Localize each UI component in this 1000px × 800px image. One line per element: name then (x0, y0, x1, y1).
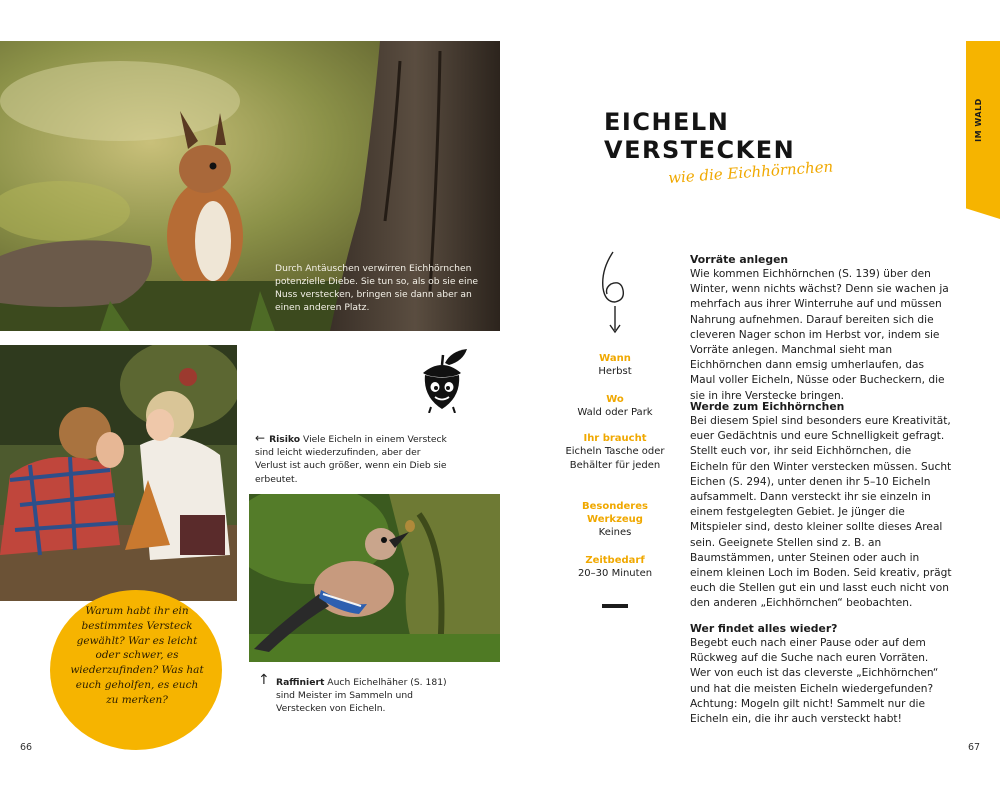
fact-wo-label: Wo (606, 394, 624, 405)
jay-photo (249, 494, 500, 662)
risk-note (255, 432, 450, 486)
page-number-right: 67 (968, 742, 981, 753)
arrow-left-icon: ← (255, 431, 266, 445)
fact-zeit (560, 554, 670, 581)
jay-note (258, 672, 458, 716)
section-text: Begebt euch nach einer Pause oder auf dem Rückweg auf die Suche nach euren Vorräten. Wer von euch ist das cleverste „Eichhörnchen“ und hat die meisten Eicheln wiedergefunden? Achtung: Mogeln gilt nicht! Sammelt nur die Eicheln ein, die ihr auch versteckt habt! (690, 637, 939, 726)
fact-braucht-value: Eicheln Tasche oder Behälter für jeden (565, 446, 665, 471)
fact-braucht (560, 432, 670, 472)
arrow-up-icon: ↑ (258, 672, 270, 688)
fact-zeit-value: 20–30 Minuten (577, 568, 653, 579)
fact-werkzeug-value: Keines (598, 527, 632, 538)
section-text: Wie kommen Eichhörnchen (S. 139) über den Winter, wenn nichts wächst? Denn sie wachen ja mehrfach aus ihrer Winterruhe auf und müssen Nahrung aufnehmen. Darauf bereiten sich die cleveren Nager schon im Herbst vor, indem sie Vorräte anlegen. Manchmal sieht man Eichhörnchen dann emsig umherlaufen, das Maul voller Eicheln, Nüsse oder Bucheckern, die sie in ihre Verstecke bringen. (690, 268, 949, 402)
squirrel-photo-caption: Durch Antäuschen verwirren Eichhörnchen potenzielle Diebe. Sie tun so, als ob sie eine Nuss verstecken, bringen sie dann aber an einen anderen Platz. (275, 263, 479, 313)
section-heading: Wer findet alles wieder? (690, 622, 838, 635)
page-subtitle: wie die Eichhörnchen (667, 157, 834, 187)
fact-wo (560, 393, 670, 420)
children-photo (0, 345, 237, 601)
section-vorraete (690, 252, 952, 404)
jay-note-label: Raffiniert (276, 677, 325, 688)
acorn-icon (415, 347, 469, 413)
section-heading: Vorräte anlegen (690, 253, 789, 266)
divider-dash (602, 604, 628, 608)
fact-zeit-label: Zeitbedarf (585, 555, 645, 566)
section-wer-findet (690, 621, 952, 727)
page-number-left: 66 (20, 742, 33, 753)
page-title: EICHELN VERSTECKEN (604, 108, 796, 164)
side-tab-label: IM WALD (974, 98, 983, 142)
six-doodle-icon (597, 250, 631, 336)
risk-note-label: Risiko (269, 434, 301, 445)
section-werde-zum-eichhoernchen (690, 399, 952, 612)
jay-note-text: Auch Eichelhäher (S. 181) sind Meister im Sammeln und Verstecken von Eicheln. (276, 677, 447, 715)
fact-wann (560, 352, 670, 379)
risk-note-text: Viele Eicheln in einem Versteck sind leicht wiederzufinden, aber der Verlust ist auch größer, wenn ein Dieb sie erbeutet. (255, 434, 447, 485)
fact-wo-value: Wald oder Park (577, 407, 653, 418)
fact-braucht-label: Ihr braucht (583, 433, 647, 444)
fact-wann-label: Wann (599, 353, 631, 364)
fact-werkzeug-label: Besonderes Werkzeug (582, 501, 648, 525)
fact-wann-value: Herbst (598, 366, 632, 377)
fact-werkzeug (560, 500, 670, 540)
section-heading: Werde zum Eichhörnchen (690, 400, 845, 413)
question-text: Warum habt ihr ein bestimmtes Versteck gewählt? War es leicht oder schwer, es wiederzufinden? Was hat euch geholfen, es euch zu merken? (70, 605, 204, 706)
section-text: Bei diesem Spiel sind besonders eure Kreativität, euer Gedächtnis und eure Schnelligkeit gefragt. Stellt euch vor, ihr seid Eichhörnchen, die Eicheln für den Winter verstecken müssen. Sucht Eichen (S. 294), unter denen ihr 5–10 Eicheln aufsammelt. Dann versteckt ihr sie einzeln in einem festgelegten Gebiet. Je jünger die Mitspieler sind, desto kleiner sollte dieses Areal sein. Geeignete Stellen sind z. B. an Baumstämmen, unter Steinen oder auch in einem kleinen Loch im Boden. Seid kreativ, prägt euch die Stellen gut ein und lasst euch nicht von den anderen „Eichhörnchen“ beobachten. (690, 415, 952, 610)
